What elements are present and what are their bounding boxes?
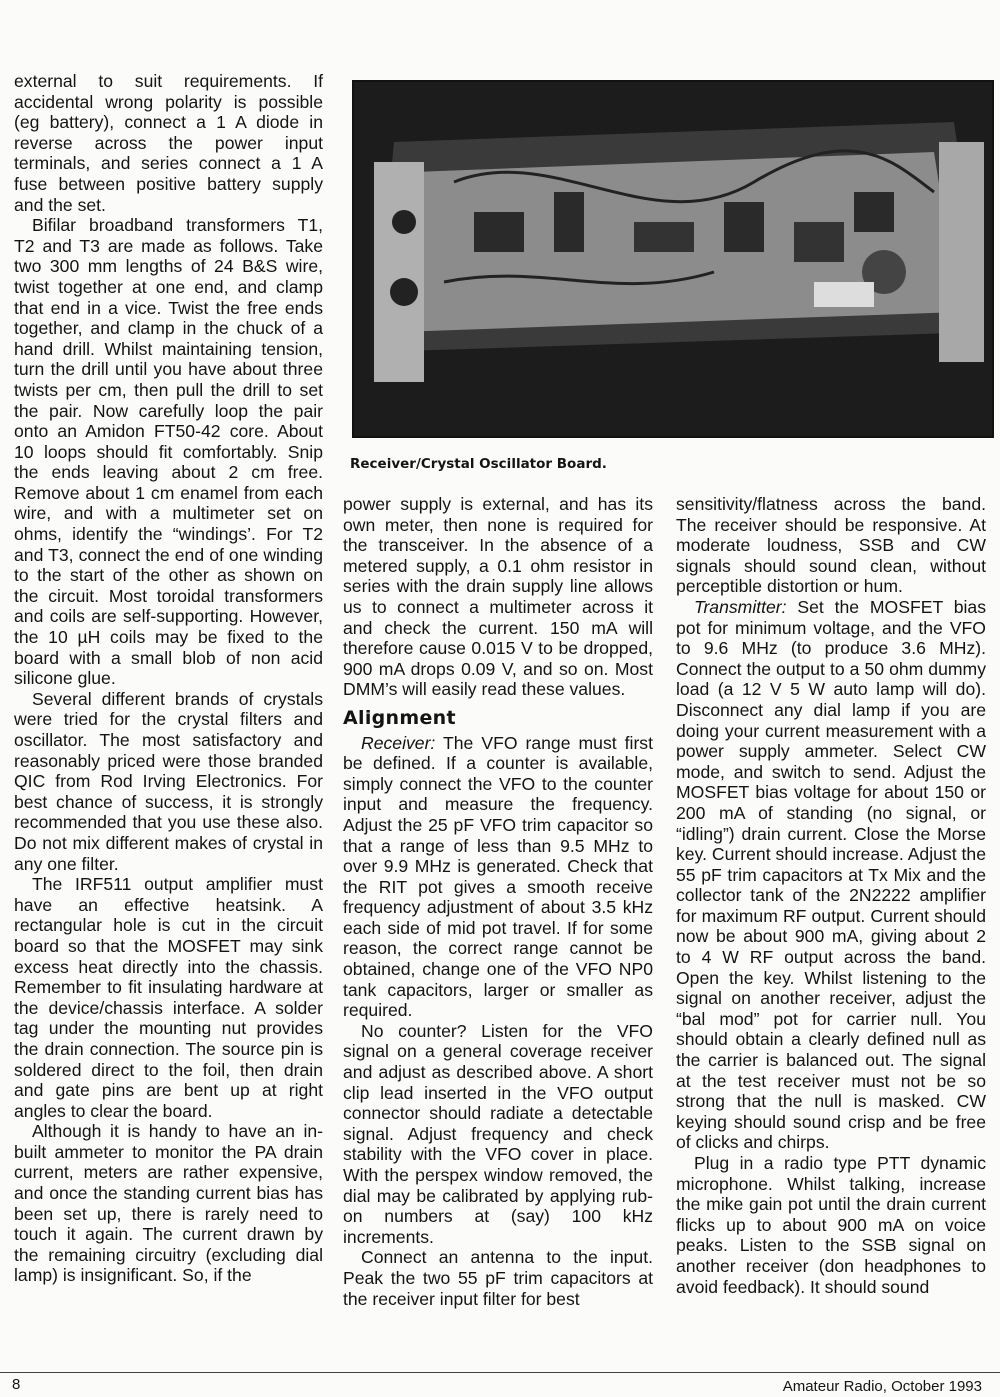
paragraph: Several different brands of crystals were tried for the crystal filters and oscillator. The most satisfactory and reasonably priced were those branded QIC from Rod Irving Electronics. For best chance of success, it is strongly recommended that you use these also. Do not mix different makes of crystal in any one filter. (14, 688, 323, 874)
section-heading: Alignment (343, 706, 456, 729)
receiver-label: Receiver: (361, 732, 436, 753)
board-photo-illustration (354, 82, 992, 436)
column-3 (676, 494, 986, 1297)
paragraph: The IRF511 output amplifier must have an effective heatsink. A rectangular hole is cut in the circuit board so that the MOSFET may sink excess heat directly into the chassis. Remember to fit insulating hardware at the device/chassis interface. A solder tag under the mounting nut provides the drain connection. The source pin is soldered direct to the foil, then drain and gate pins are bent up at right angles to clear the board. (14, 874, 323, 1121)
paragraph: Plug in a radio type PTT dynamic microphone. Whilst talking, increase the mike gain pot until the drain current flicks up to about 900 mA on voice peaks. Listen to the SSB signal on another receiver (don headphones to avoid feedback). It should sound (676, 1153, 986, 1297)
paragraph (343, 733, 653, 1021)
transmitter-text: Set the MOSFET bias pot for minimum voltage, and the VFO to 9.6 MHz (to produce 3.6 MHz). Connect the output to a 50 ohm dummy load (a 12 V 5 W auto lamp will do). Disconnect any dial lamp if you are doing your current measurement with a power supply ammeter. Select CW mode, and switch to send. Adjust the MOSFET bias voltage for about 150 or 200 mA of standing (no signal, or “idling”) drain current. Close the Morse key. Current should increase. Adjust the 55 pF trim capacitors at Tx Mix and the collector tank of the 2N2222 amplifier for maximum RF output. Current should now be about 900 mA, giving about 2 to 4 W RF output across the band. Open the key. Whilst listening to the signal on another receiver, adjust the “bal mod” pot for carrier null. You should obtain a clearly defined null as the carrier is balanced out. The signal at the test receiver must not be so strong that the null is masked. CW keying should sound crisp and be free of clicks and chirps. (676, 596, 986, 1153)
figure-caption: Receiver/Crystal Oscillator Board. (350, 456, 607, 472)
column-1 (14, 71, 323, 1286)
column-2 (343, 494, 653, 1309)
paragraph: power supply is external, and has its own meter, then none is required for the transceiver. In the absence of a metered supply, a 0.1 ohm resistor in series with the drain supply line allows us to connect a multimeter across it and check the current. 150 mA will therefore cause 0.015 V to be dropped, 900 mA drops 0.09 V, and so on. Most DMM’s will easily read these values. (343, 494, 653, 700)
receiver-text: The VFO range must first be defined. If a counter is available, simply connect the VFO to the counter input and measure the frequency. Adjust the 25 pF VFO trim capacitor so that a range of less than 9.5 MHz to over 9.9 MHz is generated. Check that the RIT pot gives a smooth receive frequency adjustment of about 3.5 kHz each side of mid pot travel. If for some reason, the correct range cannot be obtained, change one of the VFO NP0 tank capacitors, larger or smaller as required. (343, 732, 653, 1021)
paragraph (676, 597, 986, 1153)
paragraph: Bifilar broadband transformers T1, T2 and T3 are made as follows. Take two 300 mm lengths of 24 B&S wire, twist together at one end, and clamp that end in a vice. Twist the free ends together, and clamp in the chuck of a hand drill. Whilst maintaining tension, turn the drill until you have about three twists per cm, then pull the drill to set the pair. Now carefully loop the pair onto an Amidon FT50-42 core. About 10 loops should fit comfortably. Snip the ends leaving about 2 cm free. Remove about 1 cm enamel from each wire, and with a multimeter set on ohms, identify the “windings’. For T2 and T3, connect the end of one winding to the start of the other as shown on the circuit. Most toroidal transformers and coils are self-supporting. However, the 10 µH coils may be fixed to the board with a small blob of non acid silicone glue. (14, 215, 323, 689)
paragraph: Connect an antenna to the input. Peak the two 55 pF trim capacitors at the receiver input filter for best (343, 1247, 653, 1309)
paragraph: sensitivity/flatness across the band. The receiver should be responsive. At moderate loudness, SSB and CW signals should sound clean, without perceptible distortion or hum. (676, 494, 986, 597)
transmitter-label: Transmitter: (694, 596, 787, 617)
paragraph: Although it is handy to have an in-built ammeter to monitor the PA drain current, meters are rather expensive, and once the standing current bias has been set up, there is rarely need to touch it again. The current drawn by the remaining circuitry (excluding dial lamp) is insignificant. So, if the (14, 1121, 323, 1286)
receiver-board-photo (352, 80, 994, 438)
footer-rule (0, 1372, 1000, 1373)
paragraph: No counter? Listen for the VFO signal on a general coverage receiver and adjust as described above. A short clip lead inserted in the VFO output connector should radiate a detectable signal. Adjust frequency and check stability with the VFO cover in place. With the perspex window removed, the dial may be calibrated by applying rub-on numbers at (say) 100 kHz increments. (343, 1020, 653, 1247)
page-number: 8 (12, 1376, 21, 1393)
paragraph: external to suit requirements. If accidental wrong polarity is possible (eg battery), connect a 1 A diode in reverse across the power input terminals, and series connect a 1 A fuse between positive battery supply and the set. (14, 71, 323, 215)
publication-footer: Amateur Radio, October 1993 (782, 1378, 982, 1395)
